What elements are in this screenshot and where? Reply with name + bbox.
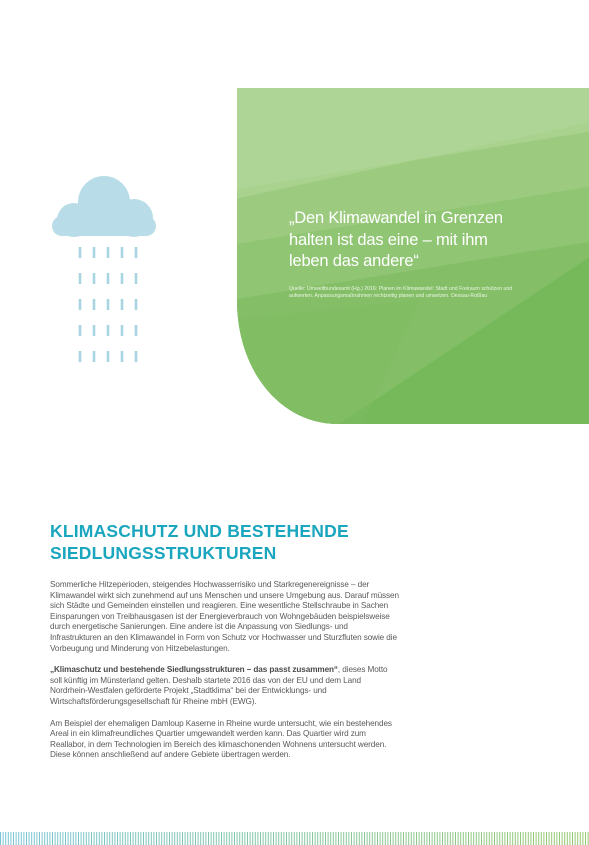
rain-cloud-icon (44, 172, 162, 382)
section-body (50, 580, 400, 772)
quote-text (289, 208, 529, 273)
quote-source: Quelle: Umweltbundesamt (Hg.) 2016: Planen im Klimawandel: Stadt und Freiraum schützen und aufwerten. Anpassungsmaßnahmen rechtzeitig planen und umsetzen. Dessau-Roßlau (289, 285, 513, 299)
paragraph-3: Am Beispiel der ehemaligen Damloup Kaserne in Rheine wurde untersucht, wie ein bestehendes Areal in ein klimafreundliches Quartier umgewandelt werden kann. Das Quartier wird zum Reallabor, in dem Technologien im Bereich des klimaschonenden Wohnens untersucht werden. Diese können anschließend auf andere Gebiete übertragen werden. (50, 718, 392, 760)
section-heading (50, 520, 370, 564)
bottom-stripe-band (0, 832, 589, 845)
paragraph-2-rest: , dieses Motto soll künftig im Münsterland gelten. Deshalb startete 2016 das von der EU und dem Land Nordrhein-Westfalen geförderte Projekt „Stadtklima“ bei der Entwicklungs- und Wirtschaftsförderungsgesellschaft für Rheine mbH (EWG). (50, 665, 388, 706)
quote-line-3: leben das andere“ (289, 252, 419, 270)
quote-block (289, 208, 529, 300)
section-heading-line-1: KLIMASCHUTZ UND BESTEHENDE (50, 521, 349, 541)
quote-line-2: halten ist das eine – mit ihm (289, 230, 488, 249)
quote-line-1: „Den Klimawandel in Grenzen (289, 209, 503, 227)
paragraph-1: Sommerliche Hitzeperioden, steigendes Hochwasserrisiko und Starkregenereignisse – der Klimawandel wirkt sich zunehmend auf uns Menschen und unsere Umgebung aus. Darauf müssen sich Städte und Gemeinden einstellen und reagieren. Eine wesentliche Stellschraube in Sachen Einsparungen von Treibhausgasen ist der Energieverbrauch von Wohngebäuden beispielsweise durch energetische Sanierungen. Eine andere ist die Anpassung von Siedlungs- und Infrastrukturen an den Klimawandel in Form von Schutz vor Hochwasser und Sturzfluten sowie die Vorbeugung und Minderung von Hitzebelastungen. (50, 580, 399, 653)
paragraph-2-bold: „Klimaschutz und bestehende Siedlungsstrukturen – das passt zusammen“ (50, 665, 338, 675)
section-heading-line-2: SIEDLUNGSSTRUKTUREN (50, 543, 277, 563)
paragraph-2 (50, 665, 400, 707)
